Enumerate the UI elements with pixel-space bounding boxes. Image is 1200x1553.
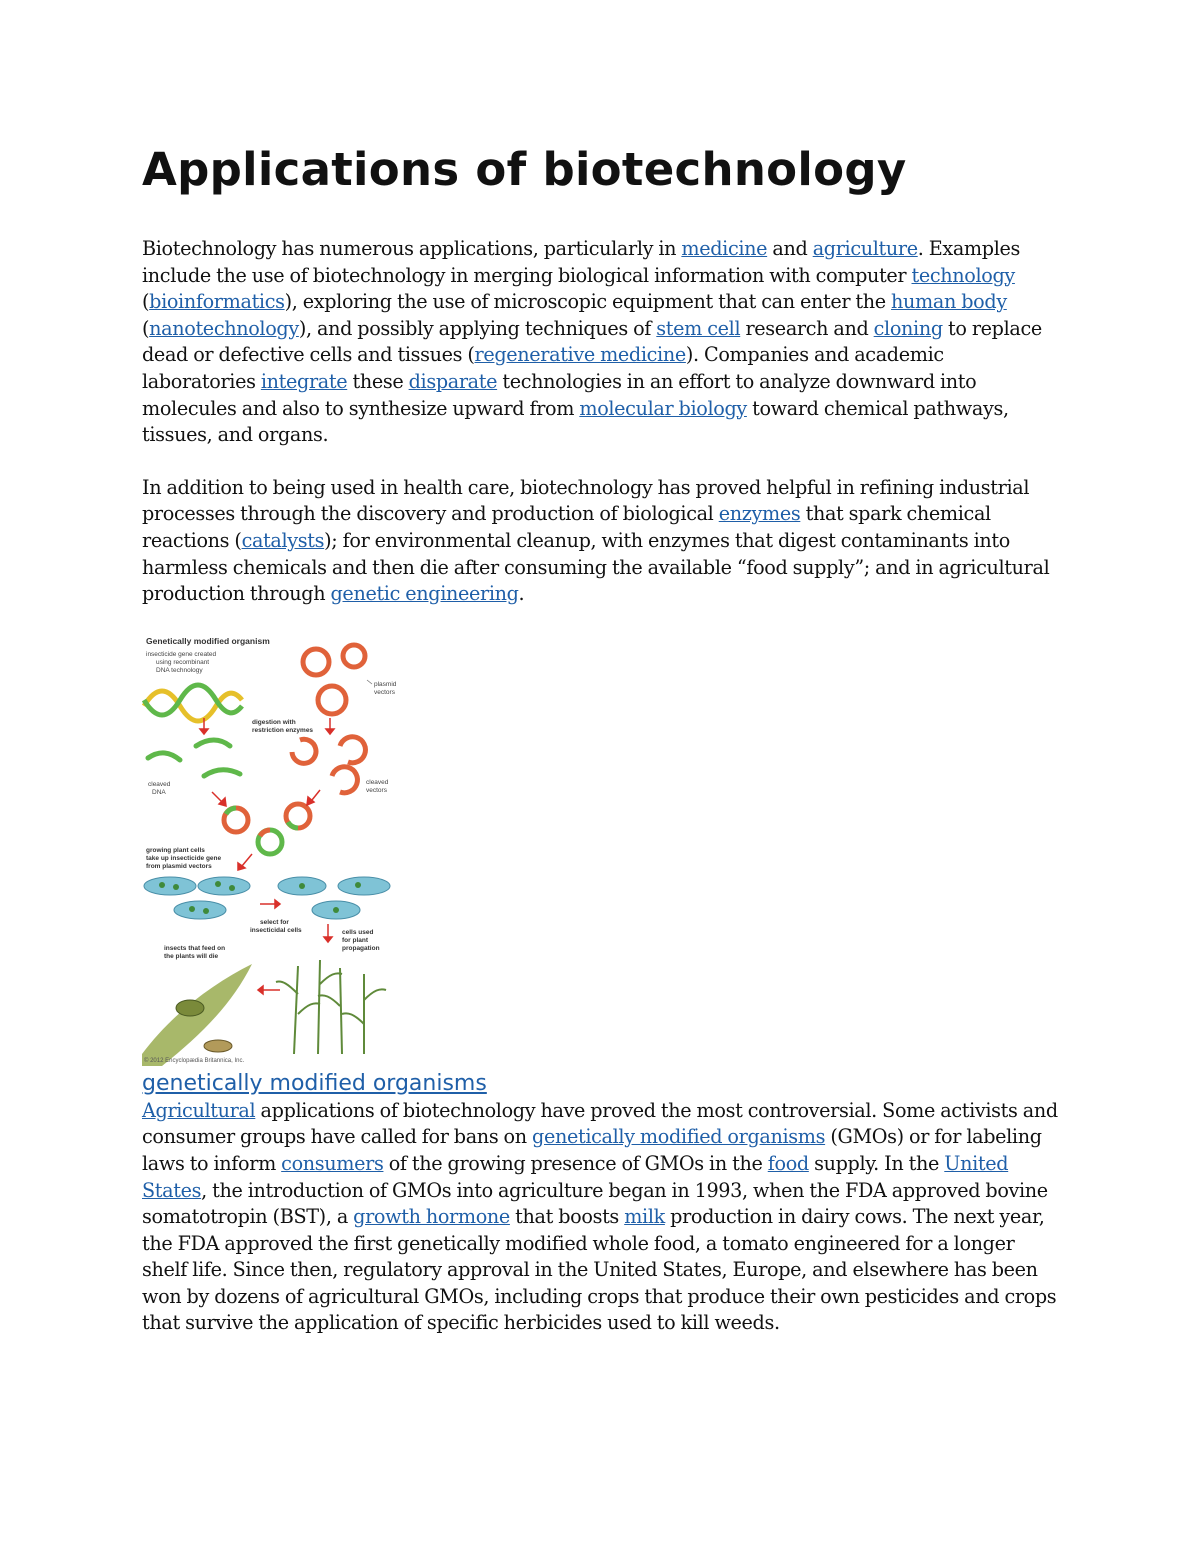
page-title: Applications of biotechnology <box>142 143 907 196</box>
text: ( <box>142 290 150 314</box>
text: ), and possibly applying techniques of <box>298 316 657 340</box>
text: these <box>347 369 409 393</box>
link-genetic-engineering[interactable]: genetic engineering <box>330 582 519 606</box>
link-molecular-biology[interactable]: molecular biology <box>579 396 747 420</box>
link-technology[interactable]: technology <box>911 263 1015 287</box>
paragraph-agriculture <box>142 1098 1062 1337</box>
paragraph-intro <box>142 236 1062 449</box>
text: ). Companies and academic laboratories <box>142 343 944 393</box>
text: ( <box>142 316 150 340</box>
link-food[interactable]: food <box>767 1151 809 1175</box>
text: of the growing presence of GMOs in the <box>383 1151 768 1175</box>
text: production in dairy cows. The next year, the FDA approved the first genetically modified whole food, a tomato engineered for a longer shelf life. Since then, regulatory approval in the United States, Europe, and elsewhere has been won by dozens of agricultural GMOs, including crops that produce their own pesticides and crops that survive the application of specific herbicides used to kill weeds. <box>142 1205 1057 1335</box>
link-agriculture[interactable]: agriculture <box>812 237 918 260</box>
text: In addition to being used in health care, biotechnology has proved helpful in refining industrial processes through the discovery and production of biological <box>142 475 1030 526</box>
link-cloning[interactable]: cloning <box>873 316 943 340</box>
link-growth-hormone[interactable]: growth hormone <box>353 1205 510 1229</box>
text: . <box>518 582 525 606</box>
text: technologies in an effort to analyze downward into molecules and also to synthesize upward from <box>142 369 977 420</box>
label-cells-used: cells used for plant propagation <box>342 928 380 952</box>
text: that boosts <box>509 1205 625 1229</box>
figure-heading: Genetically modified organism <box>146 635 270 646</box>
text: applications of biotechnology have proved the most controversial. Some activists and consumer groups have called for bans on <box>142 1098 1058 1149</box>
link-milk[interactable]: milk <box>624 1205 665 1229</box>
link-human-body[interactable]: human body <box>891 290 1007 314</box>
label-cleaved-vectors: cleaved vectors <box>366 778 389 794</box>
label-growing: growing plant cells take up insecticide gene from plasmid vectors <box>146 846 222 870</box>
text: Biotechnology has numerous applications, particularly in <box>142 237 682 260</box>
link-agricultural[interactable]: Agricultural <box>142 1098 256 1122</box>
text: that spark chemical reactions ( <box>142 502 991 552</box>
text: , the introduction of GMOs into agriculture began in 1993, when the FDA approved bovine somatotropin (BST), a <box>142 1178 1048 1229</box>
text: . Examples include the use of biotechnology in merging biological information with computer <box>142 237 1020 287</box>
link-bioinformatics[interactable]: bioinformatics <box>149 290 285 314</box>
text: supply. In the <box>808 1151 945 1175</box>
link-nanotechnology[interactable]: nanotechnology <box>149 316 299 340</box>
link-disparate[interactable]: disparate <box>408 369 498 393</box>
label-insecticide: insecticide gene created using recombinant DNA technology <box>146 650 217 674</box>
link-integrate[interactable]: integrate <box>260 369 348 393</box>
link-enzymes[interactable]: enzymes <box>718 502 801 526</box>
label-plasmid: plasmid vectors <box>374 680 397 696</box>
text: and <box>767 237 813 260</box>
link-gmo[interactable]: genetically modified organisms <box>532 1125 826 1149</box>
text: ); for environmental cleanup, with enzymes that digest contaminants into harmless chemicals and then die after consuming the available “food supply”; and in agricultural production through <box>142 528 1050 606</box>
link-stem-cell[interactable]: stem cell <box>656 316 741 340</box>
link-medicine[interactable]: medicine <box>681 237 768 260</box>
label-cleaved-dna: cleaved DNA <box>148 780 171 796</box>
label-select: select for insecticidal cells <box>250 918 302 934</box>
figure-copyright: © 2012 Encyclopædia Britannica, Inc. <box>144 1057 245 1064</box>
link-catalysts[interactable]: catalysts <box>241 528 325 552</box>
link-united-states[interactable]: United States <box>142 1151 1009 1202</box>
text: to replace dead or defective cells and tissues ( <box>142 316 1042 367</box>
document-page <box>142 140 1062 1363</box>
gmo-diagram[interactable] <box>142 634 398 1066</box>
paragraph-industry <box>142 475 1062 608</box>
link-consumers[interactable]: consumers <box>281 1151 384 1175</box>
text: toward chemical pathways, tissues, and organs. <box>142 396 1009 447</box>
text: ), exploring the use of microscopic equipment that can enter the <box>284 290 892 314</box>
link-regenerative-medicine[interactable]: regenerative medicine <box>474 343 686 367</box>
label-digestion: digestion with restriction enzymes <box>252 718 314 734</box>
text: research and <box>740 316 874 340</box>
caption-link-gmo[interactable]: genetically modified organisms <box>142 1070 487 1096</box>
label-insects: insects that feed on the plants will die <box>164 944 226 960</box>
text: (GMOs) or for labeling laws to inform <box>142 1125 1042 1175</box>
